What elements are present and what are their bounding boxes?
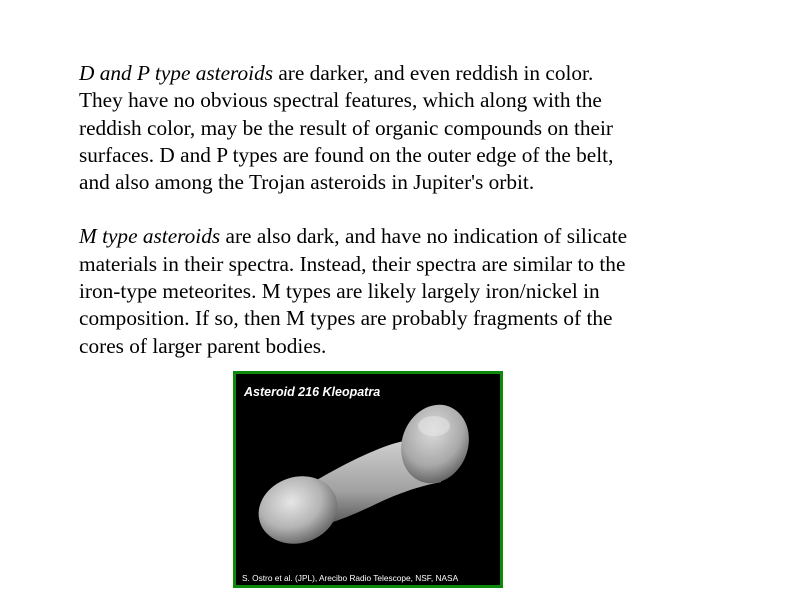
term-m-types: M type asteroids [79,224,221,249]
kleopatra-figure [233,371,503,588]
text-line: surfaces. D and P types are found on the outer edge of the belt, [79,142,614,167]
figure-credit: S. Ostro et al. (JPL), Arecibo Radio Telescope, NSF, NASA [242,573,459,583]
paragraph-d-p-types [79,60,739,196]
asteroid-kleopatra-image [236,374,500,585]
text-line [79,223,739,250]
figure-title: Asteroid 216 Kleopatra [244,385,381,399]
text-line: They have no obvious spectral features, which along with the [79,88,602,113]
paragraph-m-types [79,223,739,359]
asteroid-highlight [418,416,450,436]
text-line: reddish color, may be the result of organic compounds on their [79,115,614,140]
text-fragment: are also dark, and have no indication of silicate [220,224,628,249]
term-d-p-types: D and P type asteroids [79,61,274,85]
text-line: iron-type meteorites. M types are likely largely iron/nickel in [79,279,600,304]
text-line [79,60,739,87]
text-fragment: are darker, and even reddish in color. [273,61,594,85]
text-line: and also among the Trojan asteroids in Jupiter's orbit. [79,170,535,195]
text-line: cores of larger parent bodies. [79,333,327,358]
text-line: composition. If so, then M types are probably fragments of the [79,306,613,331]
text-line: materials in their spectra. Instead, their spectra are similar to the [79,251,626,276]
slide-text [79,60,739,360]
